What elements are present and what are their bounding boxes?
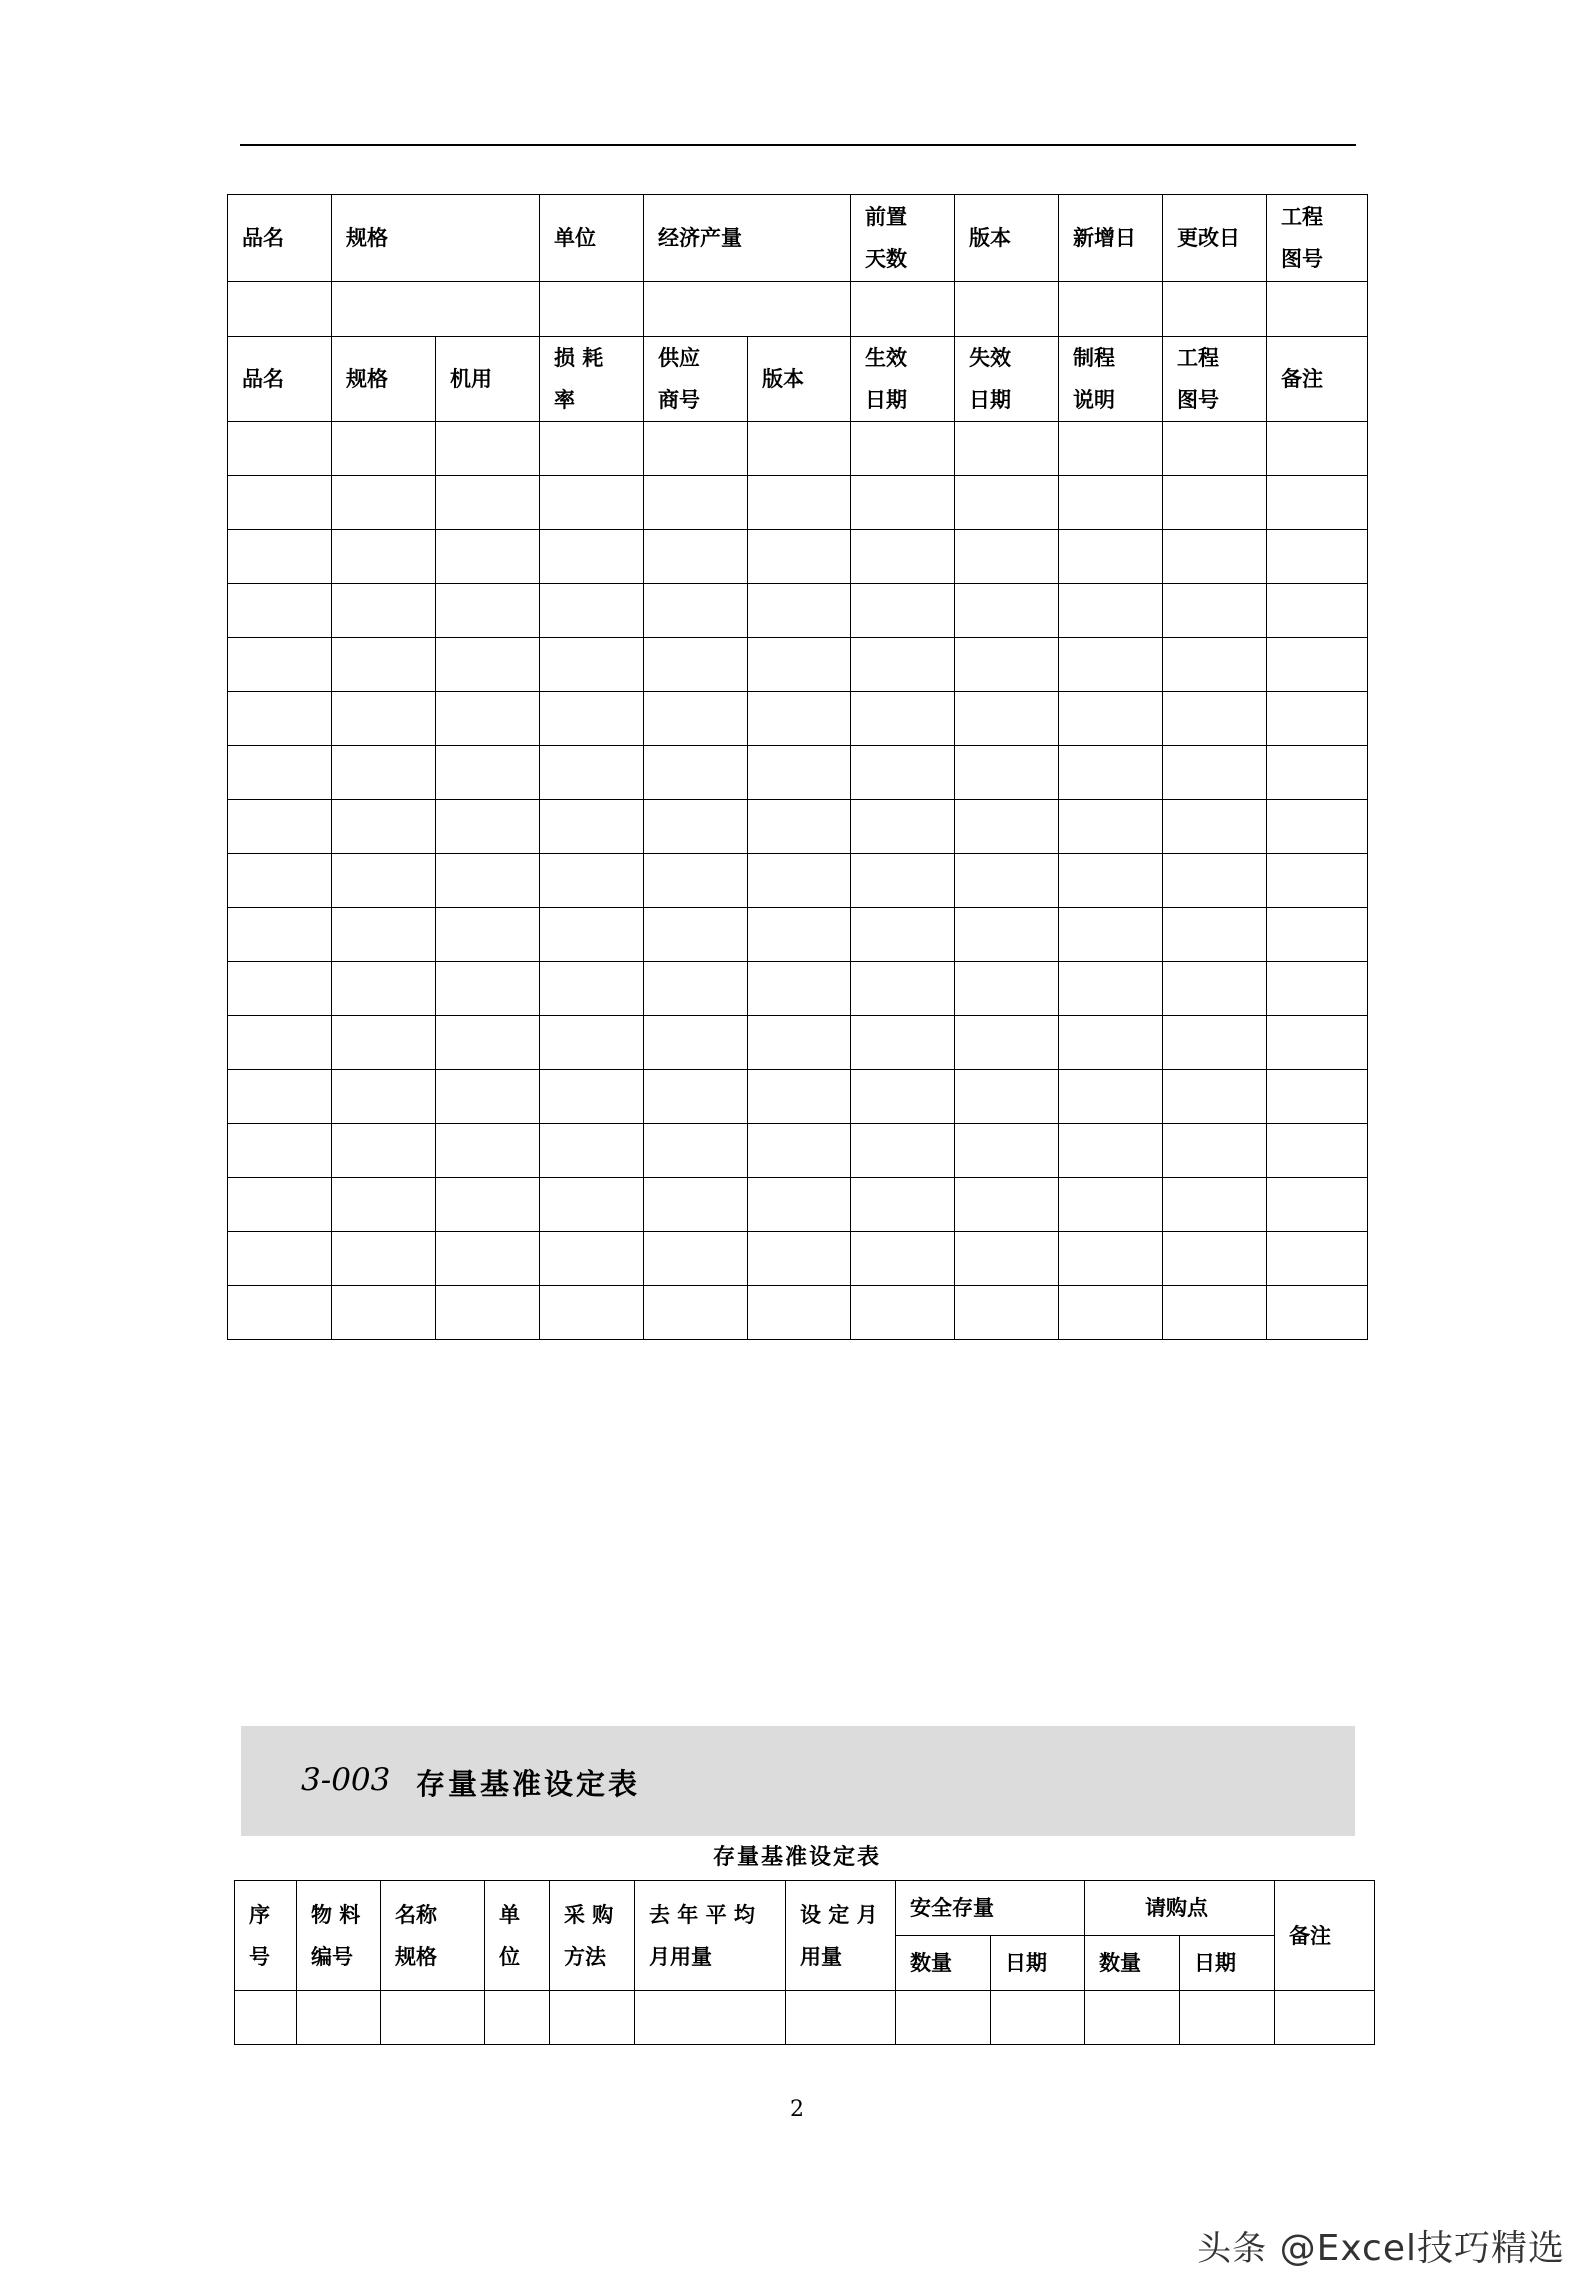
header-rule	[240, 144, 1356, 146]
input-cell[interactable]	[851, 422, 955, 476]
component-header-row	[228, 337, 1368, 422]
table-row	[228, 476, 1368, 530]
page-number: 2	[790, 2097, 804, 2122]
input-cell[interactable]	[436, 1232, 540, 1286]
table-row	[228, 638, 1368, 692]
input-cell[interactable]	[851, 530, 955, 584]
input-cell[interactable]	[332, 584, 436, 638]
input-cell[interactable]	[644, 800, 748, 854]
input-cell[interactable]	[485, 1991, 550, 2045]
input-cell[interactable]	[332, 962, 436, 1016]
input-cell[interactable]	[748, 530, 851, 584]
input-cell[interactable]	[1163, 800, 1267, 854]
input-cell[interactable]	[1059, 1124, 1163, 1178]
input-cell[interactable]	[228, 1178, 332, 1232]
input-cell[interactable]	[644, 1178, 748, 1232]
header-cell: 前置 天数	[851, 195, 955, 282]
input-cell[interactable]	[1163, 1286, 1267, 1340]
date-header: 日期	[1180, 1936, 1275, 1991]
input-cell[interactable]	[1163, 1178, 1267, 1232]
input-cell[interactable]	[748, 422, 851, 476]
input-cell[interactable]	[955, 1286, 1059, 1340]
input-cell[interactable]	[1267, 282, 1368, 337]
input-cell[interactable]	[748, 1016, 851, 1070]
input-cell[interactable]	[851, 1232, 955, 1286]
input-cell[interactable]	[991, 1991, 1085, 2045]
table-row	[228, 1232, 1368, 1286]
header-cell: 去 年 平 均 月用量	[635, 1881, 786, 1991]
header-cell: 序 号	[235, 1881, 297, 1991]
input-cell[interactable]	[436, 1070, 540, 1124]
input-cell[interactable]	[851, 1286, 955, 1340]
input-cell[interactable]	[1267, 1070, 1368, 1124]
input-cell[interactable]	[748, 1286, 851, 1340]
input-cell[interactable]	[896, 1991, 991, 2045]
input-cell[interactable]	[748, 854, 851, 908]
input-cell[interactable]	[955, 692, 1059, 746]
table-row	[228, 692, 1368, 746]
input-cell[interactable]	[436, 584, 540, 638]
input-cell[interactable]	[1267, 800, 1368, 854]
input-cell[interactable]	[644, 1070, 748, 1124]
input-cell[interactable]	[332, 1232, 436, 1286]
header-cell: 新增日	[1059, 195, 1163, 282]
input-cell[interactable]	[1059, 1232, 1163, 1286]
qty-header: 数量	[896, 1936, 991, 1991]
input-cell[interactable]	[644, 476, 748, 530]
input-cell[interactable]	[1163, 638, 1267, 692]
input-cell[interactable]	[955, 282, 1059, 337]
input-cell[interactable]	[436, 530, 540, 584]
watermark	[1197, 2220, 1565, 2271]
input-cell[interactable]	[644, 422, 748, 476]
input-cell[interactable]	[540, 476, 644, 530]
input-cell[interactable]	[540, 746, 644, 800]
input-cell[interactable]	[228, 282, 332, 337]
input-cell[interactable]	[540, 908, 644, 962]
input-cell[interactable]	[1267, 638, 1368, 692]
table-row	[228, 1178, 1368, 1232]
header-cell: 名称 规格	[381, 1881, 485, 1991]
input-cell[interactable]	[955, 854, 1059, 908]
input-cell[interactable]	[851, 962, 955, 1016]
input-cell[interactable]	[436, 746, 540, 800]
input-cell[interactable]	[1163, 1070, 1267, 1124]
input-cell[interactable]	[228, 1016, 332, 1070]
header-cell: 版本	[955, 195, 1059, 282]
input-cell[interactable]	[955, 746, 1059, 800]
input-cell[interactable]	[332, 1124, 436, 1178]
input-cell[interactable]	[1059, 530, 1163, 584]
header-cell: 经济产量	[644, 195, 851, 282]
input-cell[interactable]	[1163, 962, 1267, 1016]
input-cell[interactable]	[1267, 1124, 1368, 1178]
input-cell[interactable]	[851, 584, 955, 638]
input-cell[interactable]	[228, 908, 332, 962]
stock-standard-table	[234, 1880, 1375, 2045]
table-row	[228, 746, 1368, 800]
input-cell[interactable]	[955, 584, 1059, 638]
header-cell: 品名	[228, 195, 332, 282]
input-cell[interactable]	[436, 1178, 540, 1232]
input-cell[interactable]	[748, 746, 851, 800]
input-cell[interactable]	[332, 476, 436, 530]
input-cell[interactable]	[748, 800, 851, 854]
input-cell[interactable]	[1267, 422, 1368, 476]
input-cell[interactable]	[1180, 1991, 1275, 2045]
table-row	[228, 962, 1368, 1016]
input-cell[interactable]	[550, 1991, 635, 2045]
input-cell[interactable]	[235, 1991, 297, 2045]
header-cell: 规格	[332, 337, 436, 422]
input-cell[interactable]	[228, 476, 332, 530]
input-cell[interactable]	[1059, 746, 1163, 800]
input-cell[interactable]	[228, 1070, 332, 1124]
input-cell[interactable]	[955, 476, 1059, 530]
input-cell[interactable]	[1163, 692, 1267, 746]
input-cell[interactable]	[1059, 1286, 1163, 1340]
item-header-row	[228, 195, 1368, 282]
input-cell[interactable]	[1267, 908, 1368, 962]
item-data-row	[228, 282, 1368, 337]
input-cell[interactable]	[1163, 584, 1267, 638]
input-cell[interactable]	[228, 584, 332, 638]
input-cell[interactable]	[644, 282, 851, 337]
input-cell[interactable]	[540, 422, 644, 476]
input-cell[interactable]	[436, 1286, 540, 1340]
input-cell[interactable]	[1059, 962, 1163, 1016]
input-cell[interactable]	[851, 854, 955, 908]
input-cell[interactable]	[748, 1178, 851, 1232]
component-rows	[228, 422, 1368, 1340]
input-cell[interactable]	[851, 1016, 955, 1070]
input-cell[interactable]	[635, 1991, 786, 2045]
input-cell[interactable]	[228, 1124, 332, 1178]
input-cell[interactable]	[228, 800, 332, 854]
input-cell[interactable]	[851, 476, 955, 530]
input-cell[interactable]	[436, 476, 540, 530]
input-cell[interactable]	[436, 854, 540, 908]
header-cell: 机用	[436, 337, 540, 422]
input-cell[interactable]	[1163, 530, 1267, 584]
input-cell[interactable]	[436, 800, 540, 854]
input-cell[interactable]	[1267, 584, 1368, 638]
input-cell[interactable]	[1163, 282, 1267, 337]
input-cell[interactable]	[748, 638, 851, 692]
input-cell[interactable]	[228, 692, 332, 746]
stock-header-row	[235, 1881, 1375, 1936]
input-cell[interactable]	[851, 638, 955, 692]
input-cell[interactable]	[332, 1178, 436, 1232]
input-cell[interactable]	[955, 1016, 1059, 1070]
input-cell[interactable]	[228, 854, 332, 908]
input-cell[interactable]	[332, 1070, 436, 1124]
input-cell[interactable]	[748, 692, 851, 746]
remark-header: 备注	[1275, 1881, 1375, 1991]
header-cell: 备注	[1267, 337, 1368, 422]
input-cell[interactable]	[228, 1232, 332, 1286]
table-row	[228, 908, 1368, 962]
table-row	[228, 854, 1368, 908]
input-cell[interactable]	[436, 638, 540, 692]
bom-table	[227, 194, 1368, 1340]
table-row	[228, 1124, 1368, 1178]
input-cell[interactable]	[1163, 1124, 1267, 1178]
header-cell: 失效 日期	[955, 337, 1059, 422]
input-cell[interactable]	[540, 1124, 644, 1178]
watermark-brand: 头条	[1197, 2229, 1268, 2269]
input-cell[interactable]	[748, 584, 851, 638]
input-cell[interactable]	[228, 422, 332, 476]
reorder-point-header: 请购点	[1085, 1881, 1275, 1936]
input-cell[interactable]	[1163, 1232, 1267, 1286]
input-cell[interactable]	[644, 638, 748, 692]
input-cell[interactable]	[1085, 1991, 1180, 2045]
table-row	[228, 530, 1368, 584]
input-cell[interactable]	[1059, 1178, 1163, 1232]
input-cell[interactable]	[540, 638, 644, 692]
input-cell[interactable]	[540, 530, 644, 584]
input-cell[interactable]	[955, 1124, 1059, 1178]
header-cell: 物 料 编号	[297, 1881, 381, 1991]
table-row	[228, 584, 1368, 638]
table-row	[228, 1286, 1368, 1340]
input-cell[interactable]	[644, 854, 748, 908]
input-cell[interactable]	[955, 1232, 1059, 1286]
input-cell[interactable]	[540, 692, 644, 746]
input-cell[interactable]	[540, 1070, 644, 1124]
input-cell[interactable]	[1059, 800, 1163, 854]
header-cell: 更改日	[1163, 195, 1267, 282]
input-cell[interactable]	[955, 908, 1059, 962]
input-cell[interactable]	[644, 530, 748, 584]
header-cell: 损 耗 率	[540, 337, 644, 422]
input-cell[interactable]	[955, 962, 1059, 1016]
input-cell[interactable]	[644, 1124, 748, 1178]
header-cell: 生效 日期	[851, 337, 955, 422]
section-code: 3-003	[301, 1762, 391, 1798]
input-cell[interactable]	[1163, 854, 1267, 908]
input-cell[interactable]	[1267, 692, 1368, 746]
input-cell[interactable]	[297, 1991, 381, 2045]
input-cell[interactable]	[436, 422, 540, 476]
input-cell[interactable]	[748, 1124, 851, 1178]
header-cell: 版本	[748, 337, 851, 422]
input-cell[interactable]	[1059, 584, 1163, 638]
input-cell[interactable]	[955, 638, 1059, 692]
input-cell[interactable]	[540, 1016, 644, 1070]
input-cell[interactable]	[332, 1286, 436, 1340]
input-cell[interactable]	[228, 530, 332, 584]
input-cell[interactable]	[381, 1991, 485, 2045]
input-cell[interactable]	[332, 692, 436, 746]
input-cell[interactable]	[332, 854, 436, 908]
input-cell[interactable]	[644, 584, 748, 638]
table-row	[228, 1016, 1368, 1070]
input-cell[interactable]	[955, 530, 1059, 584]
input-cell[interactable]	[1267, 1178, 1368, 1232]
input-cell[interactable]	[1163, 746, 1267, 800]
input-cell[interactable]	[851, 1124, 955, 1178]
input-cell[interactable]	[644, 908, 748, 962]
qty-header: 数量	[1085, 1936, 1180, 1991]
input-cell[interactable]	[1059, 854, 1163, 908]
input-cell[interactable]	[332, 1016, 436, 1070]
input-cell[interactable]	[1059, 422, 1163, 476]
input-cell[interactable]	[1059, 282, 1163, 337]
input-cell[interactable]	[1267, 1016, 1368, 1070]
watermark-text: @Excel技巧精选	[1279, 2228, 1565, 2269]
input-cell[interactable]	[1059, 1016, 1163, 1070]
header-cell: 单位	[540, 195, 644, 282]
input-cell[interactable]	[1059, 638, 1163, 692]
table-row	[228, 800, 1368, 854]
input-cell[interactable]	[644, 1016, 748, 1070]
stock-data-row	[235, 1991, 1375, 2045]
input-cell[interactable]	[1267, 530, 1368, 584]
header-cell: 采 购 方法	[550, 1881, 635, 1991]
input-cell[interactable]	[540, 584, 644, 638]
input-cell[interactable]	[644, 962, 748, 1016]
input-cell[interactable]	[644, 1232, 748, 1286]
input-cell[interactable]	[436, 692, 540, 746]
input-cell[interactable]	[748, 1070, 851, 1124]
input-cell[interactable]	[540, 854, 644, 908]
table-caption: 存量基准设定表	[712, 1845, 881, 1870]
input-cell[interactable]	[332, 746, 436, 800]
input-cell[interactable]	[228, 1286, 332, 1340]
header-cell: 工程 图号	[1267, 195, 1368, 282]
input-cell[interactable]	[228, 638, 332, 692]
input-cell[interactable]	[1059, 476, 1163, 530]
input-cell[interactable]	[332, 800, 436, 854]
input-cell[interactable]	[1163, 476, 1267, 530]
input-cell[interactable]	[644, 1286, 748, 1340]
table-row	[228, 422, 1368, 476]
input-cell[interactable]	[748, 1232, 851, 1286]
section-banner	[241, 1726, 1355, 1836]
input-cell[interactable]	[851, 692, 955, 746]
input-cell[interactable]	[1163, 908, 1267, 962]
input-cell[interactable]	[332, 908, 436, 962]
input-cell[interactable]	[748, 962, 851, 1016]
input-cell[interactable]	[851, 800, 955, 854]
input-cell[interactable]	[955, 422, 1059, 476]
input-cell[interactable]	[1267, 1286, 1368, 1340]
input-cell[interactable]	[540, 800, 644, 854]
input-cell[interactable]	[540, 1178, 644, 1232]
input-cell[interactable]	[332, 422, 436, 476]
input-cell[interactable]	[955, 1070, 1059, 1124]
input-cell[interactable]	[1267, 746, 1368, 800]
header-cell: 工程 图号	[1163, 337, 1267, 422]
input-cell[interactable]	[851, 282, 955, 337]
input-cell[interactable]	[436, 908, 540, 962]
input-cell[interactable]	[436, 1124, 540, 1178]
input-cell[interactable]	[1267, 476, 1368, 530]
input-cell[interactable]	[851, 908, 955, 962]
input-cell[interactable]	[955, 1178, 1059, 1232]
header-cell: 单 位	[485, 1881, 550, 1991]
input-cell[interactable]	[1267, 854, 1368, 908]
input-cell[interactable]	[436, 1016, 540, 1070]
input-cell[interactable]	[332, 282, 540, 337]
input-cell[interactable]	[540, 1286, 644, 1340]
safety-stock-header: 安全存量	[896, 1881, 1085, 1936]
input-cell[interactable]	[955, 800, 1059, 854]
input-cell[interactable]	[540, 962, 644, 1016]
input-cell[interactable]	[228, 746, 332, 800]
input-cell[interactable]	[786, 1991, 896, 2045]
input-cell[interactable]	[1059, 692, 1163, 746]
input-cell[interactable]	[332, 530, 436, 584]
input-cell[interactable]	[748, 476, 851, 530]
section-title: 存量基准设定表	[416, 1767, 641, 1801]
input-cell[interactable]	[1267, 962, 1368, 1016]
input-cell[interactable]	[228, 962, 332, 1016]
header-cell: 规格	[332, 195, 540, 282]
input-cell[interactable]	[1059, 1070, 1163, 1124]
header-cell: 设 定 月 用量	[786, 1881, 896, 1991]
header-cell: 供应 商号	[644, 337, 748, 422]
input-cell[interactable]	[1267, 1232, 1368, 1286]
date-header: 日期	[991, 1936, 1085, 1991]
input-cell[interactable]	[436, 962, 540, 1016]
input-cell[interactable]	[1163, 422, 1267, 476]
input-cell[interactable]	[332, 638, 436, 692]
input-cell[interactable]	[748, 908, 851, 962]
input-cell[interactable]	[1059, 908, 1163, 962]
table-row	[228, 1070, 1368, 1124]
input-cell[interactable]	[1163, 1016, 1267, 1070]
input-cell[interactable]	[540, 1232, 644, 1286]
input-cell[interactable]	[851, 1070, 955, 1124]
header-cell: 品名	[228, 337, 332, 422]
input-cell[interactable]	[540, 282, 644, 337]
input-cell[interactable]	[851, 746, 955, 800]
input-cell[interactable]	[851, 1178, 955, 1232]
header-cell: 制程 说明	[1059, 337, 1163, 422]
input-cell[interactable]	[1275, 1991, 1375, 2045]
input-cell[interactable]	[644, 692, 748, 746]
input-cell[interactable]	[644, 746, 748, 800]
